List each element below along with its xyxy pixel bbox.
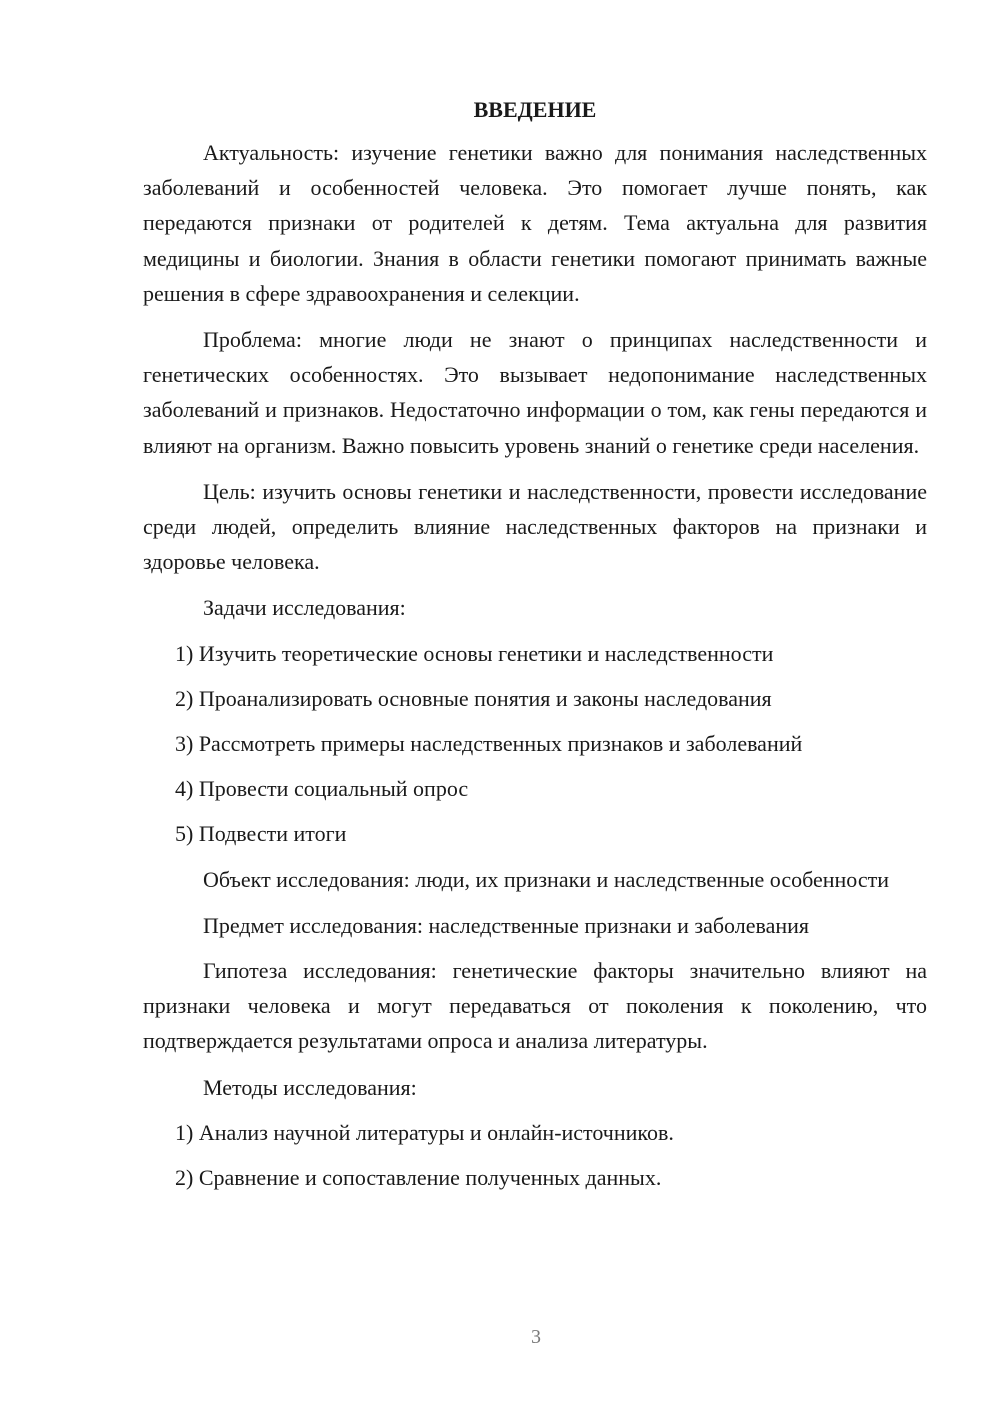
task-item-4: 4) Провести социальный опрос xyxy=(175,776,469,802)
subject-paragraph: Предмет исследования: наследственные признаки и заболевания xyxy=(203,912,810,938)
task-item-2: 2) Проанализировать основные понятия и законы наследования xyxy=(175,685,772,711)
problem-paragraph: Проблема: многие люди не знают о принципах наследственности и генетических особенностях. Это вызывает недопонимание наследственных заболеваний и признаков. Недостаточно информации о том, как гены передаются и влияют на организм. Важно повысить уровень знаний о генетике среди населения. xyxy=(143,327,927,458)
method-item-1: 1) Анализ научной литературы и онлайн-источников. xyxy=(175,1119,674,1145)
method-item-2: 2) Сравнение и сопоставление полученных данных. xyxy=(175,1165,662,1191)
task-item-3: 3) Рассмотреть примеры наследственных признаков и заболеваний xyxy=(175,731,803,757)
page-number: 3 xyxy=(531,1326,541,1348)
tasks-label: Задачи исследования: xyxy=(203,595,406,621)
relevance-paragraph: Актуальность: изучение генетики важно для понимания наследственных заболеваний и особенностей человека. Это помогает лучше понять, как передаются признаки от родителей к детям. Тема актуальна для развития медицины и биологии. Знания в области генетики помогают принимать важные решения в сфере здравоохранения и селекции. xyxy=(143,140,927,306)
hypothesis-paragraph: Гипотеза исследования: генетические факторы значительно влияют на признаки человека и могут передаваться от поколения к поколению, что подтверждается результатами опроса и анализа литературы. xyxy=(143,958,927,1054)
document-body xyxy=(143,92,927,1205)
object-paragraph: Объект исследования: люди, их признаки и наследственные особенности xyxy=(203,866,889,892)
goal-paragraph: Цель: изучить основы генетики и наследственности, провести исследование среди людей, определить влияние наследственных факторов на признаки и здоровье человека. xyxy=(143,478,927,575)
methods-label: Методы исследования: xyxy=(203,1074,417,1100)
task-item-5: 5) Подвести итоги xyxy=(175,821,347,847)
task-item-1: 1) Изучить теоретические основы генетики и наследственности xyxy=(175,640,774,666)
section-heading: ВВЕДЕНИЕ xyxy=(473,97,597,122)
